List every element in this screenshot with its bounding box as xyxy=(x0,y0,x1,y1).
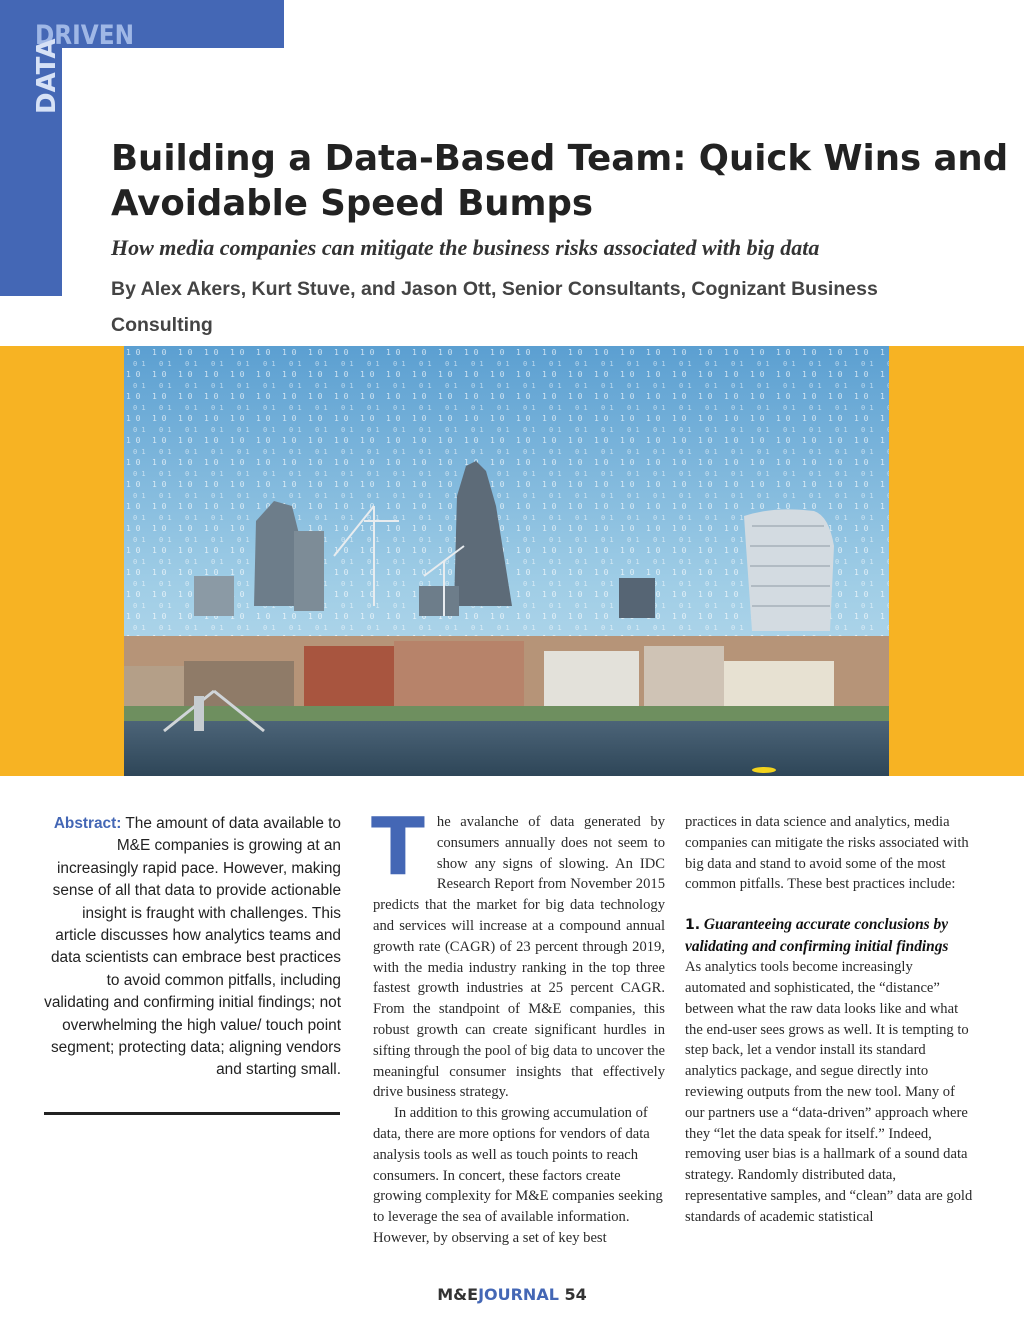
article-subtitle: How media companies can mitigate the business risks associated with big data xyxy=(111,235,820,260)
abstract-divider xyxy=(44,1112,340,1115)
section-title: Guaranteeing accurate conclusions by validating and confirming initial findings xyxy=(685,916,949,956)
article-paragraph-1: he avalanche of data generated by consumers annually does not seem to show any signs of slowing. An IDC Research Report from November 2015 predicts that the market for big data technology and services will increase at a compound annual growth rate (CAGR) of 23 percent through 2019, with the media industry ranking in the top three fastest growth industries at 25 percent CAGR. From the standpoint of M&E companies, this robust growth can create significant hurdles in sifting through the pool of big data to uncover the meaningful consumer insights that effectively drive business strategy. xyxy=(373,814,665,1101)
journal-name-a: M&E xyxy=(437,1285,479,1304)
city-skyline-data-image xyxy=(124,346,889,776)
article-column-1 xyxy=(371,801,665,1249)
abstract xyxy=(40,813,341,1082)
section-number: 1. xyxy=(685,917,701,934)
page-number: 54 xyxy=(564,1285,587,1304)
drop-cap: T xyxy=(371,801,425,893)
article-paragraph-2: In addition to this growing accumulation of data, there are more options for vendors of data analysis tools as well as touch points to reach consumers. In concert, these factors create growing complexity for M&E companies seeking to leverage the sea of available information. However, by observing a set of key best xyxy=(373,1105,663,1246)
abstract-text: The amount of data available to M&E companies is growing at an increasingly rapid pace. However, making sense of all that data to provide actionable insight is fraught with challenges. This article discusses how analytics teams and data scientists can embrace best practices to avoid common pitfalls, including validating and confirming initial findings; not overwhelming the high value/ touch point segment; protecting data; aligning vendors and starting small. xyxy=(44,815,341,1079)
brand-word-driven: DRIVEN xyxy=(35,20,135,51)
article-column-2 xyxy=(685,812,977,1228)
article-paragraph-4: As analytics tools become increasingly automated and sophisticated, the “distance” between what the raw data looks like and what the end-user sees grows as well. It is tempting to step back, let a vendor install its standard analytics package, and segue directly into reviewing outputs from the new tool. Many of our partners use a “data-driven” approach where they “let the data speak for itself.” Indeed, removing user bias is a hallmark of a sound data strategy. Randomly distributed data, representative samples, and “clean” data are gold standards of academic statistical xyxy=(685,959,973,1225)
brand-word-data: DATA xyxy=(32,38,62,114)
section-heading-1 xyxy=(685,914,977,957)
hero-image xyxy=(124,346,889,776)
article-byline: By Alex Akers, Kurt Stuve, and Jason Ott, Senior Consultants, Cognizant Business Consulting xyxy=(111,278,878,336)
journal-name-b: JOURNAL xyxy=(478,1285,559,1304)
page-footer xyxy=(0,1285,1024,1304)
article-title: Building a Data-Based Team: Quick Wins and Avoidable Speed Bumps xyxy=(111,138,1009,224)
abstract-label: Abstract: xyxy=(53,815,122,832)
article-paragraph-3: practices in data science and analytics, media companies can mitigate the risks associated with big data and stand to avoid some of the most common pitfalls. These best practices include: xyxy=(685,814,969,893)
